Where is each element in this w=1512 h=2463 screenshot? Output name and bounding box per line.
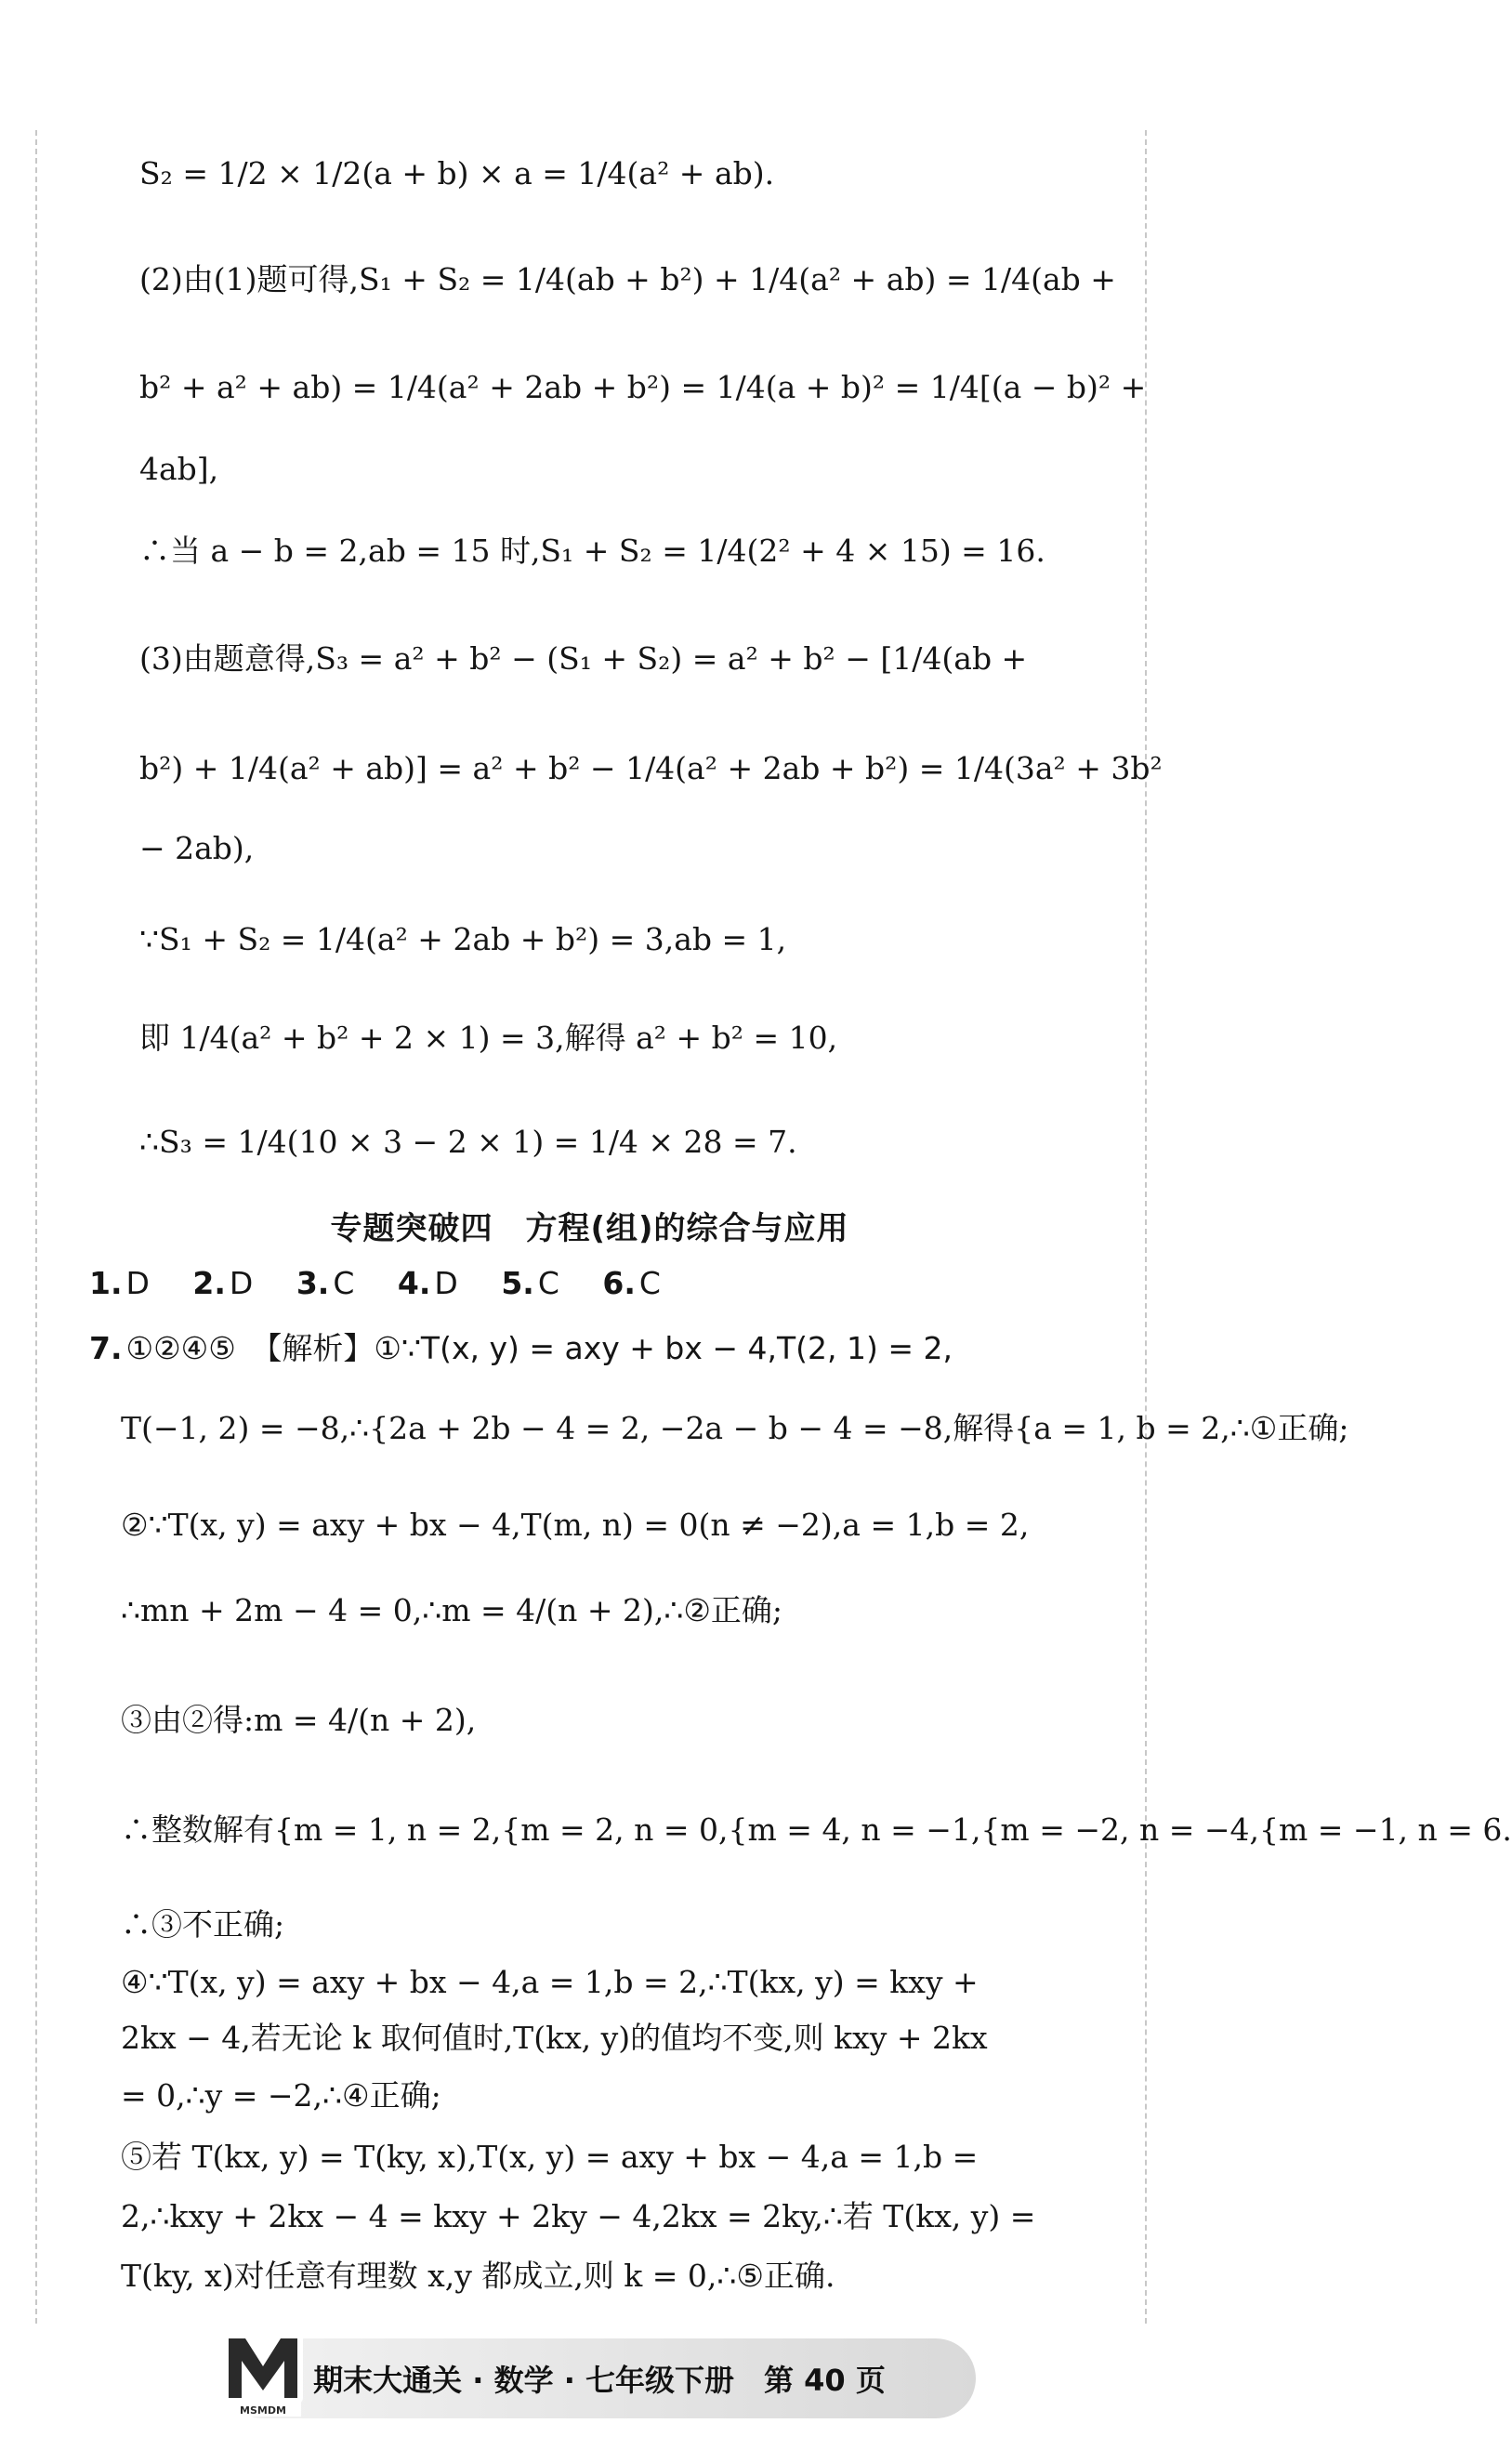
solution-line: b² + a² + ab) = 1/4(a² + 2ab + b²) = 1/4(a + b)² = 1/4[(a − b)² + [139, 369, 1147, 405]
publisher-logo-icon [217, 2324, 309, 2422]
logo-text: MSMDM [240, 2404, 286, 2417]
solution-line: ∴当 a − b = 2,ab = 15 时,S₁ + S₂ = 1/4(2² + 4 × 15) = 16. [139, 533, 1045, 569]
answer-item: 5. C [501, 1265, 559, 1301]
q7-line: ∴整数解有{m = 1, n = 2,{m = 2, n = 0,{m = 4, n = −1,{m = −2, n = −4,{m = −1, n = 6. [121, 1811, 1512, 1848]
q7-line: ②∵T(x, y) = axy + bx − 4,T(m, n) = 0(n ≠ −2),a = 1,b = 2, [121, 1507, 1030, 1543]
q7-line: ⑤若 T(kx, y) = T(ky, x),T(x, y) = axy + bx − 4,a = 1,b = [121, 2139, 979, 2175]
q7-line: T(−1, 2) = −8,∴{2a + 2b − 4 = 2, −2a − b − 4 = −8,解得{a = 1, b = 2,∴①正确; [121, 1410, 1349, 1446]
q7-line: 2,∴kxy + 2kx − 4 = kxy + 2ky − 4,2kx = 2ky,∴若 T(kx, y) = [121, 2198, 1036, 2234]
answer-item: 6. C [602, 1265, 661, 1301]
q7-line: ∴mn + 2m − 4 = 0,∴m = 4/(n + 2),∴②正确; [121, 1592, 783, 1628]
answer-item: 2. D [192, 1265, 254, 1301]
q7-line: = 0,∴y = −2,∴④正确; [121, 2077, 441, 2114]
solution-line: 4ab], [139, 451, 219, 487]
q7-number: 7. [89, 1330, 123, 1366]
q7-line: ④∵T(x, y) = axy + bx − 4,a = 1,b = 2,∴T(kx, y) = kxy + [121, 1964, 979, 2000]
solution-line: 即 1/4(a² + b² + 2 × 1) = 3,解得 a² + b² = 10, [139, 1020, 838, 1056]
footer-text: 期末大通关 · 数学 · 七年级下册 第 40 页 [313, 2363, 886, 2398]
q7-line: 2kx − 4,若无论 k 取何值时,T(kx, y)的值均不变,则 kxy + 2kx [121, 2020, 988, 2056]
page-footer [223, 2338, 976, 2418]
solution-line: ∴S₃ = 1/4(10 × 3 − 2 × 1) = 1/4 × 28 = 7. [139, 1124, 797, 1160]
answer-item: 3. C [296, 1265, 355, 1301]
q7-line: ③由②得:m = 4/(n + 2), [121, 1702, 477, 1738]
section-title: 专题突破四 方程(组)的综合与应用 [330, 1210, 849, 1247]
q7-text: ①②④⑤ 【解析】①∵T(x, y) = axy + bx − 4,T(2, 1) = 2, [125, 1330, 953, 1366]
solution-line: b²) + 1/4(a² + ab)] = a² + b² − 1/4(a² + 2ab + b²) = 1/4(3a² + 3b² [139, 750, 1163, 786]
q7-line: T(ky, x)对任意有理数 x,y 都成立,则 k = 0,∴⑤正确. [121, 2258, 835, 2294]
solution-line: S₂ = 1/2 × 1/2(a + b) × a = 1/4(a² + ab). [139, 155, 775, 191]
q7-line: ∴③不正确; [121, 1906, 285, 1943]
solution-line: (2)由(1)题可得,S₁ + S₂ = 1/4(ab + b²) + 1/4(a² + ab) = 1/4(ab + [139, 261, 1116, 297]
q7-line [89, 1329, 1124, 1369]
solution-line: (3)由题意得,S₃ = a² + b² − (S₁ + S₂) = a² + b² − [1/4(ab + [139, 640, 1028, 677]
solution-line: ∵S₁ + S₂ = 1/4(a² + 2ab + b²) = 3,ab = 1, [139, 921, 787, 957]
answer-row [89, 1264, 1124, 1304]
answer-item: 4. D [397, 1265, 458, 1301]
answer-item: 1. D [89, 1265, 150, 1301]
solution-line: − 2ab), [139, 830, 255, 866]
